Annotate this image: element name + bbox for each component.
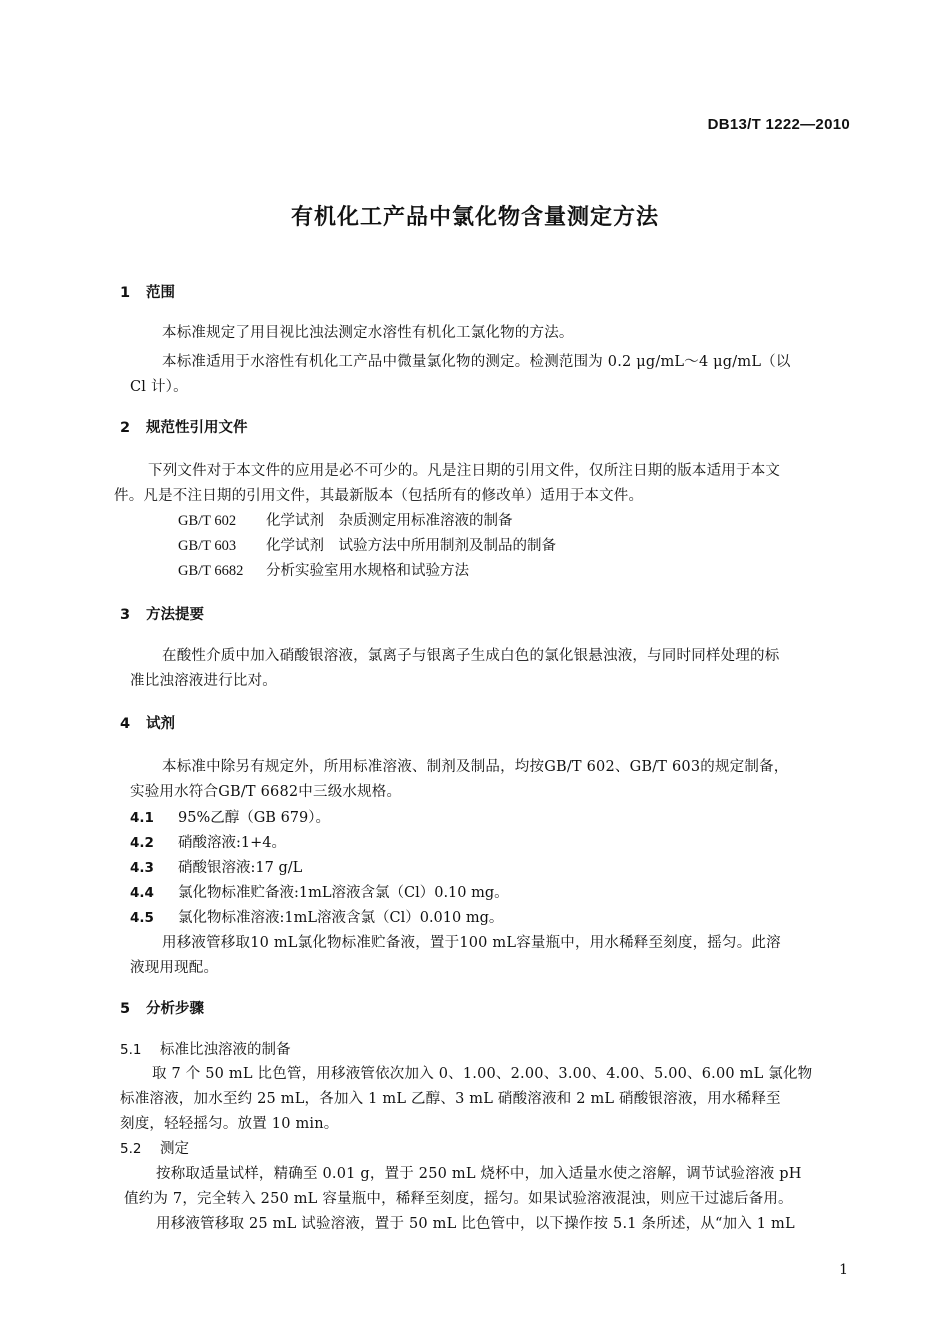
item-text: 氯化物标准溶液:1mL溶液含氯（Cl）0.010 mg。 xyxy=(178,910,504,926)
item-text: 氯化物标准贮备液:1mL溶液含氯（Cl）0.10 mg。 xyxy=(178,885,509,901)
section-3-heading xyxy=(120,603,204,624)
paragraph-continuation: 刻度，轻轻摇匀。放置 10 min。 xyxy=(120,1116,339,1132)
section-number: 2 xyxy=(120,420,131,436)
section-number: 3 xyxy=(120,607,131,623)
subsection-number: 5.2 xyxy=(120,1141,142,1157)
subsection-title: 测定 xyxy=(160,1141,189,1157)
reference-code: GB/T 6682 xyxy=(178,563,244,579)
paragraph: 用移液管移取 25 mL 试验溶液，置于 50 mL 比色管中，以下操作按 5.1 条所述，从“加入 1 mL xyxy=(156,1216,795,1232)
reference-code: GB/T 602 xyxy=(178,513,237,529)
reference-item xyxy=(178,559,469,580)
section-number: 1 xyxy=(120,285,131,301)
reagent-item xyxy=(130,881,509,902)
paragraph: 用移液管移取10 mL氯化物标准贮备液，置于100 mL容量瓶中，用水稀释至刻度，摇匀。此溶 xyxy=(162,935,781,951)
section-1-heading xyxy=(120,281,175,302)
section-title: 分析步骤 xyxy=(146,1001,204,1017)
reference-title: 化学试剂 杂质测定用标准溶液的制备 xyxy=(266,513,513,529)
paragraph: 按称取适量试样，精确至 0.01 g，置于 250 mL 烧杯中，加入适量水使之溶解，调节试验溶液 pH xyxy=(156,1166,802,1182)
subsection-5-1-heading xyxy=(120,1038,291,1059)
section-title: 规范性引用文件 xyxy=(146,420,248,436)
section-5-heading xyxy=(120,997,204,1018)
reagent-item xyxy=(130,806,330,827)
item-text: 硝酸溶液:1+4。 xyxy=(178,835,286,851)
paragraph: 取 7 个 50 mL 比色管，用移液管依次加入 0、1.00、2.00、3.00、4.00、5.00、6.00 mL 氯化物 xyxy=(152,1066,813,1082)
section-2-heading xyxy=(120,416,248,437)
section-4-heading xyxy=(120,712,175,733)
subsection-5-2-heading xyxy=(120,1137,189,1158)
paragraph: 下列文件对于本文件的应用是必不可少的。凡是注日期的引用文件，仅所注日期的版本适用于本文 xyxy=(148,463,781,479)
item-text: 硝酸银溶液:17 g/L xyxy=(178,860,303,876)
paragraph-continuation: 液现用现配。 xyxy=(130,960,219,976)
paragraph-continuation: 件。凡是不注日期的引用文件，其最新版本（包括所有的修改单）适用于本文件。 xyxy=(114,488,644,504)
item-number: 4.5 xyxy=(130,910,154,926)
item-number: 4.2 xyxy=(130,835,154,851)
subsection-number: 5.1 xyxy=(120,1042,142,1058)
paragraph: 本标准规定了用目视比浊法测定水溶性有机化工氯化物的方法。 xyxy=(162,325,574,341)
subsection-title: 标准比浊溶液的制备 xyxy=(160,1042,291,1058)
paragraph-continuation: 实验用水符合GB/T 6682中三级水规格。 xyxy=(130,784,402,800)
section-title: 试剂 xyxy=(146,716,175,732)
page-number: 1 xyxy=(839,1262,848,1278)
reagent-item xyxy=(130,831,286,852)
section-title: 方法提要 xyxy=(146,607,204,623)
item-number: 4.4 xyxy=(130,885,154,901)
paragraph: 本标准中除另有规定外，所用标准溶液、制剂及制品，均按GB/T 602、GB/T 603的规定制备， xyxy=(162,759,789,775)
reagent-item xyxy=(130,906,503,927)
standard-code: DB13/T 1222—2010 xyxy=(707,116,850,133)
section-number: 5 xyxy=(120,1001,131,1017)
section-number: 4 xyxy=(120,716,131,732)
reference-item xyxy=(178,534,556,555)
section-title: 范围 xyxy=(146,285,175,301)
paragraph: 本标准适用于水溶性有机化工产品中微量氯化物的测定。检测范围为 0.2 μg/mL～4 μg/mL（以 xyxy=(162,354,791,370)
paragraph-continuation: 值约为 7，完全转入 250 mL 容量瓶中，稀释至刻度，摇匀。如果试验溶液混浊，则应干过滤后备用。 xyxy=(124,1191,793,1207)
item-number: 4.3 xyxy=(130,860,154,876)
paragraph-continuation: 准比浊溶液进行比对。 xyxy=(130,673,277,689)
reference-code: GB/T 603 xyxy=(178,538,237,554)
document-title: 有机化工产品中氯化物含量测定方法 xyxy=(290,205,659,230)
reference-title: 化学试剂 试验方法中所用制剂及制品的制备 xyxy=(266,538,556,554)
reagent-item xyxy=(130,856,302,877)
reference-item xyxy=(178,509,513,530)
paragraph-continuation: Cl 计）。 xyxy=(130,379,188,395)
paragraph-continuation: 标准溶液，加水至约 25 mL，各加入 1 mL 乙醇、3 mL 硝酸溶液和 2 mL 硝酸银溶液，用水稀释至 xyxy=(120,1091,781,1107)
paragraph: 在酸性介质中加入硝酸银溶液，氯离子与银离子生成白色的氯化银悬浊液，与同时同样处理的标 xyxy=(162,648,780,664)
item-number: 4.1 xyxy=(130,810,154,826)
item-text: 95%乙醇（GB 679）。 xyxy=(178,810,331,826)
reference-title: 分析实验室用水规格和试验方法 xyxy=(266,563,469,579)
